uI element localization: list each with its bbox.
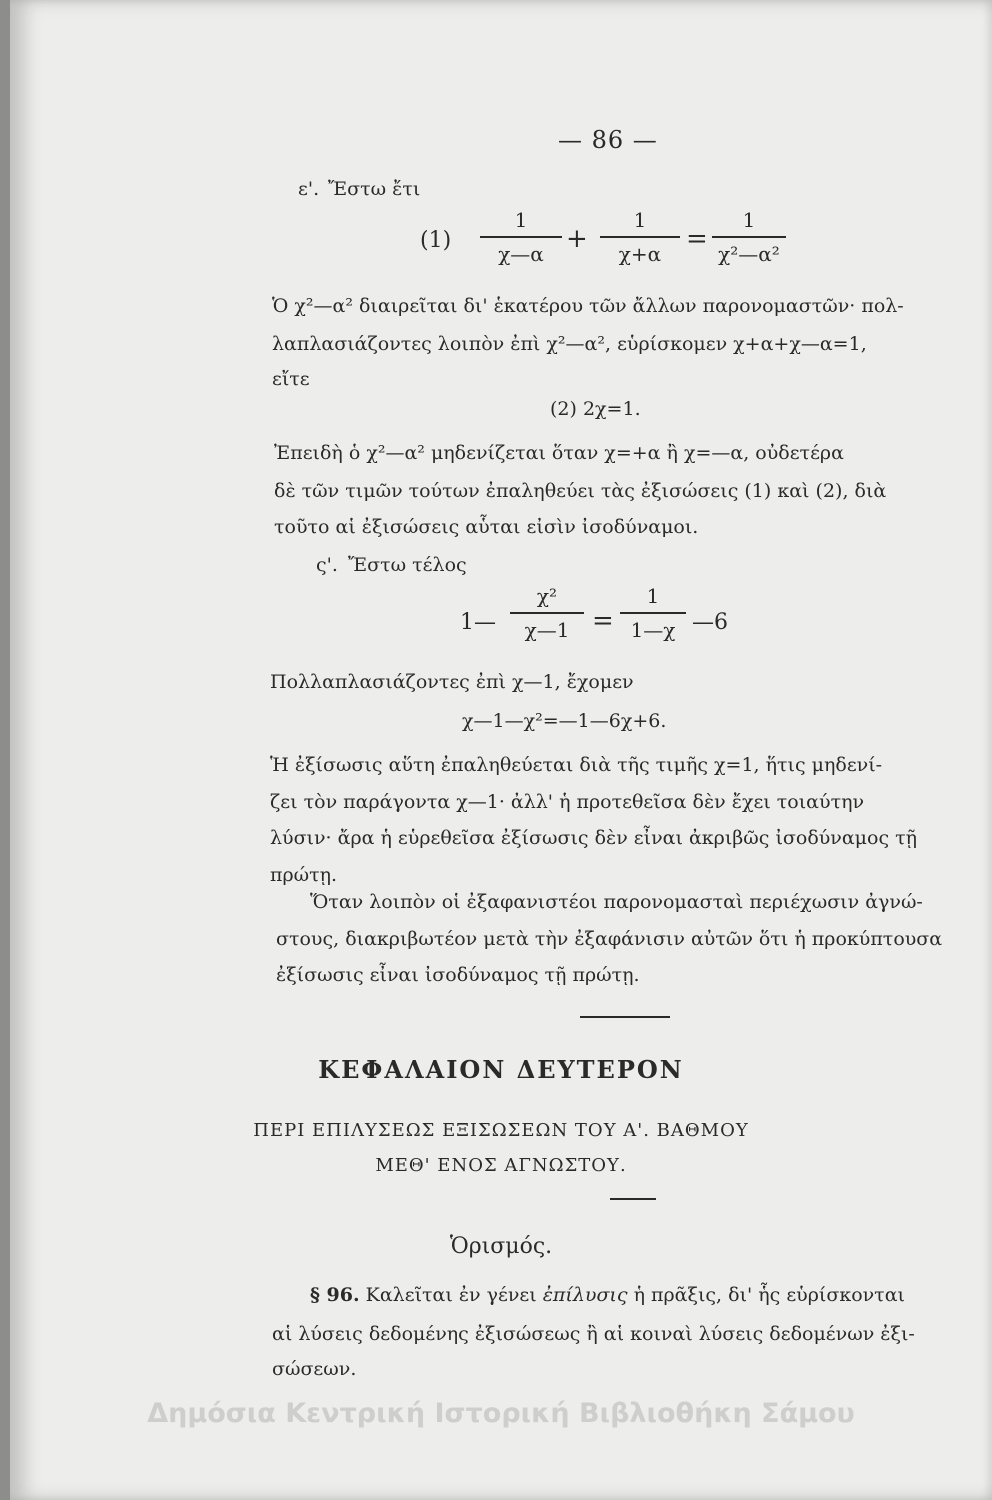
denominator: χ+α — [618, 241, 662, 266]
fraction-1-over-x-plus-a — [600, 210, 680, 264]
text-line: Ἡ ἐξίσωσις αὕτη ἐπαληθεύεται διὰ τῆς τιμῆς χ=1, ἥτις μηδενί- — [270, 754, 883, 776]
term-epilysis: ἐπίλυσις — [542, 1284, 628, 1306]
fraction-1-over-x-minus-a — [480, 210, 562, 264]
fraction-x2-over-x-minus-1 — [510, 586, 584, 640]
chapter-divider — [610, 1198, 656, 1200]
paragraph-96-line1 — [310, 1286, 905, 1305]
text-line: δὲ τῶν τιμῶν τούτων ἐπαληθεύει τὰς ἐξισώσεις (1) καὶ (2), διὰ — [274, 480, 887, 502]
text-line: ζει τὸν παράγοντα χ—1· ἀλλ' ἡ προτεθεῖσα δὲν ἔχει τοιαύτην — [270, 791, 865, 813]
numerator: 1 — [514, 208, 528, 232]
text-line: λαπλασιάζοντες λοιπὸν ἐπὶ χ²—α², εὑρίσκομεν χ+α+χ—α=1, — [272, 333, 867, 355]
section-st-label: ς'. — [316, 554, 338, 576]
denominator: 1—χ — [630, 617, 676, 642]
equation-number-1: (1) — [420, 228, 452, 253]
section-divider — [580, 1016, 670, 1018]
chapter-title: ΚΕΦΑΛΑΙΟΝ ΔΕΥΤΕΡΟΝ — [318, 1055, 684, 1084]
equation-result: χ—1—χ²=—1—6χ+6. — [462, 710, 667, 732]
numerator: 1 — [742, 208, 756, 232]
text-line: Ἐπειδὴ ὁ χ²—α² μηδενίζεται ὅταν χ=+α ἢ χ=—α, οὐδετέρα — [274, 442, 844, 464]
section-e-intro: Ἔστω ἔτι — [328, 178, 421, 200]
text-line: λύσιν· ἄρα ἡ εὑρεθεῖσα ἐξίσωσις δὲν εἶναι ἀκριβῶς ἰσοδύναμος τῇ — [270, 827, 918, 849]
denominator: χ—1 — [524, 617, 570, 642]
section-st-intro: Ἔστω τέλος — [348, 554, 467, 576]
text-fragment: Καλεῖται ἐν γένει — [365, 1284, 537, 1306]
paragraph-96-line3: σώσεων. — [272, 1358, 357, 1380]
text-fragment: ἡ πρᾶξις, δι' ἧς εὑρίσκονται — [633, 1284, 905, 1306]
plus-sign: + — [566, 224, 588, 254]
equation-tail: —6 — [692, 610, 728, 635]
text-line: ἐξίσωσις εἶναι ἰσοδύναμος τῇ πρώτῃ. — [276, 964, 640, 986]
paragraph-96-line2: αἱ λύσεις δεδομένης ἐξισώσεως ἢ αἱ κοιναὶ λύσεις δεδομένων ἐξι- — [272, 1323, 915, 1345]
equation-2: (2) 2χ=1. — [550, 398, 641, 420]
fraction-1-over-x2-minus-a2 — [712, 210, 786, 264]
text-line: πρώτῃ. — [270, 864, 338, 886]
definition-heading: Ὁρισμός. — [449, 1234, 553, 1259]
text-line: Ὁ χ²—α² διαιρεῖται δι' ἑκατέρου τῶν ἄλλων παρονομαστῶν· πολ- — [272, 295, 904, 317]
denominator: χ²—α² — [718, 241, 780, 266]
equals-sign: = — [592, 606, 614, 636]
chapter-subtitle-line2: ΜΕΘ' ΕΝΟΣ ΑΓΝΩΣΤΟΥ. — [375, 1155, 627, 1176]
equation-left-term: 1— — [460, 610, 496, 635]
section-e-label: ε'. — [298, 178, 320, 200]
text-line: τοῦτο αἱ ἐξισώσεις αὗται εἰσὶν ἰσοδύναμοι. — [274, 516, 699, 538]
text-line: Πολλαπλασιάζοντες ἐπὶ χ—1, ἔχομεν — [270, 671, 634, 693]
numerator: 1 — [633, 208, 647, 232]
fraction-1-over-1-minus-x — [620, 586, 686, 640]
numerator: 1 — [646, 584, 660, 608]
chapter-subtitle-line1: ΠΕΡΙ ΕΠΙΛΥΣΕΩΣ ΕΞΙΣΩΣΕΩΝ ΤΟΥ Α'. ΒΑΘΜΟΥ — [253, 1120, 749, 1141]
text-line: στους, διακριβωτέον μετὰ τὴν ἐξαφάνισιν αὐτῶν ὅτι ἡ προκύπτουσα — [276, 928, 943, 950]
denominator: χ—α — [498, 241, 544, 266]
paragraph-number: § 96. — [310, 1284, 360, 1306]
text-line: εἴτε — [272, 368, 310, 390]
numerator: χ² — [536, 584, 558, 608]
text-line: Ὅταν λοιπὸν οἱ ἐξαφανιστέοι παρονομασταὶ περιέχωσιν ἀγνώ- — [310, 891, 923, 913]
book-page — [10, 0, 992, 1500]
equals-sign: = — [686, 224, 708, 254]
page-number: — 86 — — [558, 126, 658, 154]
library-watermark: Δημόσια Κεντρική Ιστορική Βιβλιοθήκη Σάμου — [147, 1398, 855, 1429]
